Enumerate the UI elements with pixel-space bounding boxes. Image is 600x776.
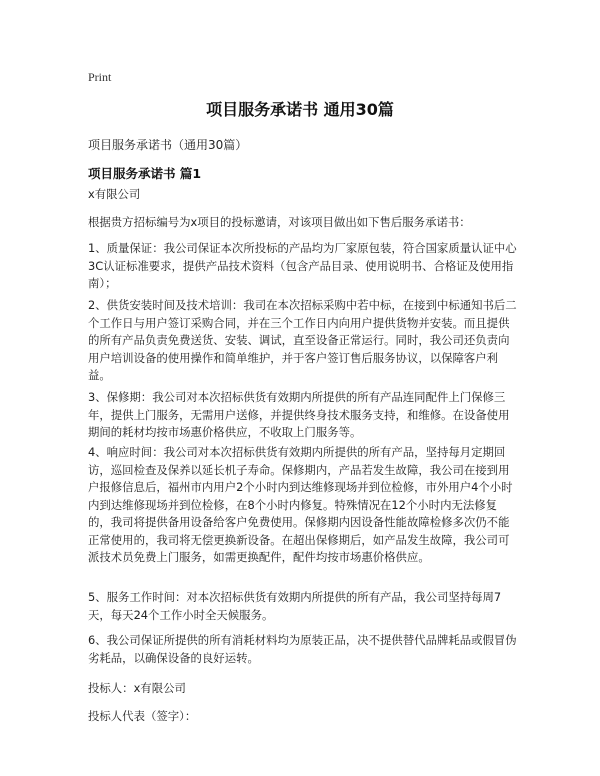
company-name: x有限公司 <box>88 187 141 201</box>
document-title: 项目服务承诺书 通用30篇 <box>206 100 394 119</box>
section-heading: 项目服务承诺书 篇1 <box>88 166 202 181</box>
representative-line: 投标人代表（签字）： <box>88 709 197 723</box>
bidder-line: 投标人：x有限公司 <box>88 681 186 695</box>
print-link[interactable]: Print <box>88 70 112 84</box>
document-subtitle: 项目服务承诺书（通用30篇） <box>88 138 248 152</box>
item-service-hours: 5、服务工作时间：对本次招标供货有效期内所提供的所有产品，我公司坚持每周7天，每天24个工作小时全天候服务。 <box>88 590 502 622</box>
intro-paragraph: 根据贵方招标编号为x项目的投标邀请，对该项目做出如下售后服务承诺书： <box>88 215 471 229</box>
item-delivery-training: 2、供货安装时间及技术培训：我司在本次招标采购中若中标，在接到中标通知书后二个工作日与用户签订采购合同，并在三个工作日内向用户提供货物并安装。而且提供的所有产品负责免费送货、安装、调试，直至设备正常运行。同时，我公司还负责向用户培训设备的使用操作和简单维护，并于客户签订售后服务协议，以保障客户利益。 <box>88 298 517 382</box>
item-consumables: 6、我公司保证所提供的所有消耗材料均为原装正品，决不提供替代品牌耗品或假冒伪劣耗品，以确保设备的良好运转。 <box>88 633 517 665</box>
item-warranty: 3、保修期：我公司对本次招标供货有效期内所提供的所有产品连同配件上门保修三年，提供上门服务，无需用户送修，并提供终身技术服务支持，和维修。在设备使用期间的耗材均按市场惠价格供应，不收取上门服务等。 <box>88 390 510 439</box>
item-response-time: 4、响应时间：我公司对本次招标供货有效期内所提供的所有产品，坚持每月定期回访，巡回检查及保养以延长机子寿命。保修期内，产品若发生故障，我公司在接到用户报修信息后，福州市内用户2个小时内到达维修现场并到位检修，市外用户4个小时内到达维修现场并到位检修，在8个小时内修复。特殊情况在12个小时内无法修复的，我司将提供备用设备给客户免费使用。保修期内因设备性能故障检修多次仍不能正常使用的，我司将无偿更换新设备。在超出保修期后，如产品发生故障，我公司可派技术员免费上门服务，如需更换配件，配件均按市场惠价格供应。 <box>88 445 513 564</box>
item-quality-guarantee: 1、质量保证：我公司保证本次所投标的产品均为厂家原包装，符合国家质量认证中心3C认证标准要求，提供产品技术资料（包含产品目录、使用说明书、合格证及使用指南）； <box>88 241 517 290</box>
